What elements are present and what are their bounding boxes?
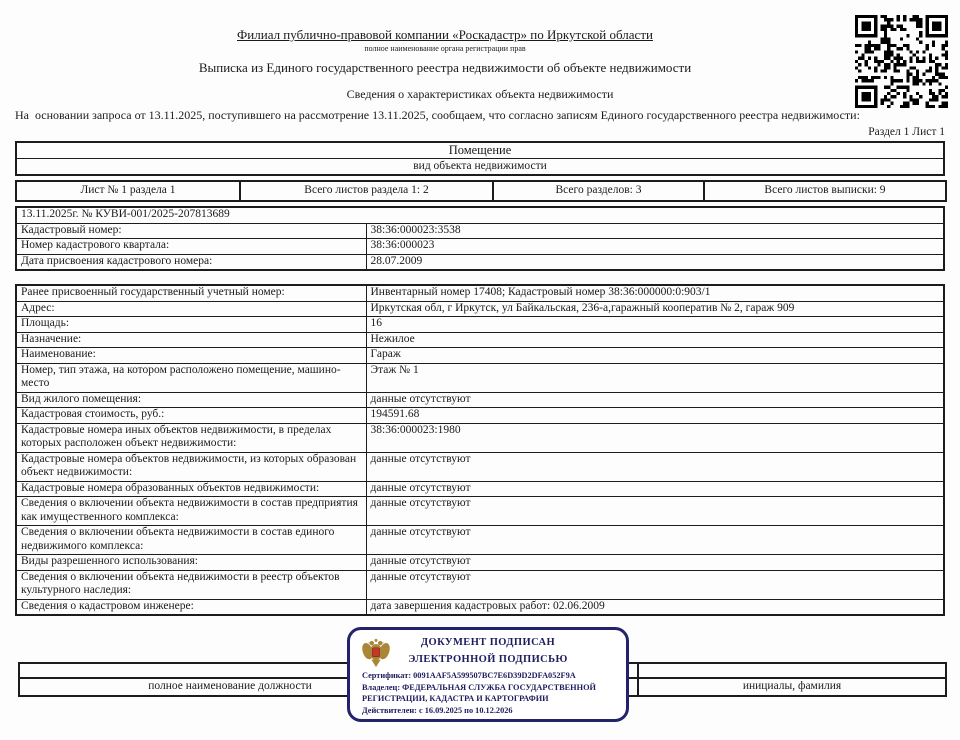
table-row	[16, 452, 944, 481]
object-type-value: Помещение	[16, 142, 944, 159]
row-label: Кадастровые номера объектов недвижимости, из которых образован объект недвижимости:	[16, 452, 366, 481]
document-header	[15, 27, 875, 76]
sheet-info-cell: Лист № 1 раздела 1	[16, 181, 240, 201]
row-value: данные отсутствуют	[366, 526, 944, 555]
row-label: Ранее присвоенный государственный учетный номер:	[16, 285, 366, 301]
sheet-info-row	[16, 181, 946, 201]
table-row	[16, 348, 944, 364]
row-value: данные отсутствуют	[366, 555, 944, 571]
row-label: Кадастровая стоимость, руб.:	[16, 408, 366, 424]
qr-code	[855, 15, 948, 108]
row-label: Дата присвоения кадастрового номера:	[16, 254, 366, 270]
row-value: дата завершения кадастровых работ: 02.06.2009	[366, 599, 944, 615]
row-value: данные отсутствуют	[366, 570, 944, 599]
org-caption: полное наименование органа регистрации прав	[364, 44, 526, 53]
stamp-heading	[350, 637, 626, 666]
stamp-line-2: ЭЛЕКТРОННОЙ ПОДПИСЬЮ	[408, 654, 568, 665]
row-value: 16	[366, 317, 944, 333]
row-label: Сведения о включении объекта недвижимости в состав предприятия как имущественного комплекса:	[16, 497, 366, 526]
table-row	[16, 301, 944, 317]
row-value: данные отсутствуют	[366, 452, 944, 481]
table-row	[16, 497, 944, 526]
stamp-certificate: Сертификат: 0091AAF5A599507BC7E6D39D2DFA052F9A	[362, 671, 576, 680]
row-value: 28.07.2009	[366, 254, 944, 270]
object-type-table	[15, 141, 945, 176]
row-value: Гараж	[366, 348, 944, 364]
table-row	[16, 481, 944, 497]
row-value: Этаж № 1	[366, 363, 944, 392]
row-label: Виды разрешенного использования:	[16, 555, 366, 571]
row-label: Адрес:	[16, 301, 366, 317]
table-row	[16, 317, 944, 333]
table-row	[16, 223, 944, 239]
table-row	[16, 423, 944, 452]
row-value: Нежилое	[366, 332, 944, 348]
row-label: Кадастровые номера иных объектов недвижимости, в пределах которых расположен объект недвижимости:	[16, 423, 366, 452]
row-label: Сведения о включении объекта недвижимости в реестр объектов культурного наследия:	[16, 570, 366, 599]
row-value: Иркутская обл, г Иркутск, ул Байкальская, 236-а,гаражный кооператив № 2, гараж 909	[366, 301, 944, 317]
table-row	[16, 239, 944, 255]
table-row	[16, 526, 944, 555]
table-row	[16, 555, 944, 571]
row-label: Кадастровые номера образованных объектов недвижимости:	[16, 481, 366, 497]
sheet-info-table	[15, 180, 947, 202]
table-row	[16, 207, 944, 223]
name-label: инициалы, фамилия	[638, 678, 946, 696]
sheet-info-cell: Всего листов раздела 1: 2	[240, 181, 493, 201]
stamp-line-1: ДОКУМЕНТ ПОДПИСАН	[420, 637, 556, 648]
row-label: Наименование:	[16, 348, 366, 364]
intro-text: На основании запроса от 13.11.2025, поступившего на рассмотрение 13.11.2025, сообщаем, что согласно записям Единого государственного реестра недвижимости:	[15, 108, 860, 122]
row-label: Сведения о включении объекта недвижимости в состав единого недвижимого комплекса:	[16, 526, 366, 555]
row-label: Площадь:	[16, 317, 366, 333]
object-type-caption: вид объекта недвижимости	[16, 159, 944, 176]
row-value: Инвентарный номер 17408; Кадастровый номер 38:36:000000:0:903/1	[366, 285, 944, 301]
row-value: данные отсутствуют	[366, 481, 944, 497]
row-label: Назначение:	[16, 332, 366, 348]
request-number: 13.11.2025г. № КУВИ-001/2025-207813689	[16, 207, 944, 223]
digital-signature-stamp	[347, 627, 629, 722]
document-title: Выписка из Единого государственного реестра недвижимости об объекте недвижимости	[198, 60, 692, 75]
table-row	[16, 285, 944, 301]
stamp-details	[362, 670, 618, 716]
row-value: 38:36:000023:3538	[366, 223, 944, 239]
table-row	[16, 392, 944, 408]
row-value: 38:36:000023	[366, 239, 944, 255]
org-name: Филиал публично-правовой компании «Роскадастр» по Иркутской области	[237, 27, 653, 42]
sheet-info-cell: Всего разделов: 3	[493, 181, 704, 201]
row-value: данные отсутствуют	[366, 392, 944, 408]
row-label: Вид жилого помещения:	[16, 392, 366, 408]
section-title: Сведения о характеристиках объекта недвижимости	[346, 87, 614, 101]
table-row	[16, 254, 944, 270]
table-row	[16, 363, 944, 392]
row-value: 38:36:000023:1980	[366, 423, 944, 452]
stamp-owner: Владелец: ФЕДЕРАЛЬНАЯ СЛУЖБА ГОСУДАРСТВЕННОЙ РЕГИСТРАЦИИ, КАДАСТРА И КАРТОГРАФИИ	[362, 682, 596, 703]
signature-cell	[638, 663, 946, 678]
position-label: полное наименование должности	[19, 678, 441, 696]
sheet-info-cell: Всего листов выписки: 9	[704, 181, 946, 201]
table-row	[16, 599, 944, 615]
row-label: Сведения о кадастровом инженере:	[16, 599, 366, 615]
characteristics-table	[15, 284, 945, 616]
table-row	[16, 408, 944, 424]
table-row	[16, 570, 944, 599]
row-label: Номер, тип этажа, на котором расположено помещение, машино-место	[16, 363, 366, 392]
stamp-validity: Действителен: с 16.09.2025 по 10.12.2026	[362, 705, 513, 715]
row-value: данные отсутствуют	[366, 497, 944, 526]
row-label: Кадастровый номер:	[16, 223, 366, 239]
table-row	[16, 332, 944, 348]
cadastral-table	[15, 206, 945, 271]
coat-of-arms-icon	[361, 637, 391, 674]
row-value: 194591.68	[366, 408, 944, 424]
section-sheet-label: Раздел 1 Лист 1	[868, 126, 945, 138]
row-label: Номер кадастрового квартала:	[16, 239, 366, 255]
